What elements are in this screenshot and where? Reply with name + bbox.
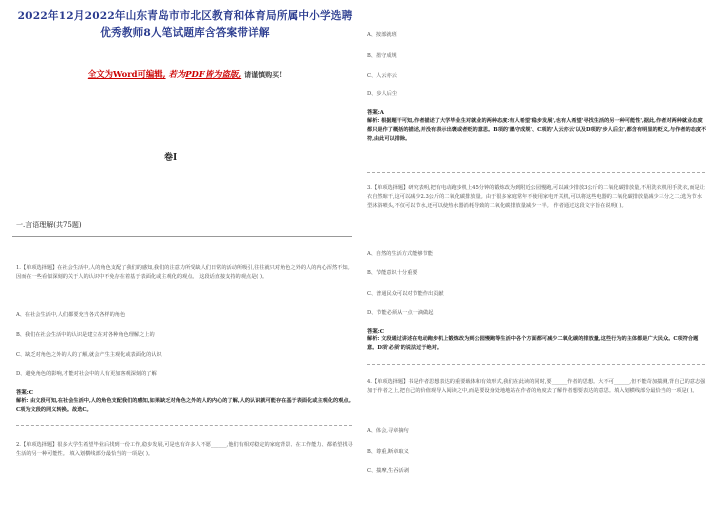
question-1-option-a: A、在社会生活中,人们都要充当各式各样的角色 [16,312,126,318]
page-title: 2022年12月2022年山东青岛市市北区教育和体育局所属中小学选聘优秀教师8人笔试题库含答案带详解 [17,10,353,39]
copyright-notice [16,68,354,80]
question-4-option-c: C、揣摩,生吞活剥 [367,468,409,474]
question-4-option-a: A、体会,寻章摘句 [367,428,409,434]
question-1-answer: 答案:C [16,390,34,396]
question-2-option-a: A、按部就班 [367,32,397,38]
question-1-option-d: D、避免角色的影响,才能对社会中的人有更加客观深刻的了解 [16,371,157,377]
question-2-stem: 2.【单项选择题】很多大学生希望毕业后找到一份工作,稳步发展,可是也有许多人不愿______,他们有相对稳定的家庭背景、在工作能力、都希望找寻生活的另一种可能性。 填入划横线部分最恰当的一项是( )。 [16,442,353,457]
question-3-explanation: 解析: 文段通过讲述在电动跑步机上锻炼改为到公园慢跑等生活中各个方面都可减少二氧化碳的排放量,这些行为的主体都是广大民众。C项符合题意。D项'必须'的说法过于绝对。 [367,336,699,351]
question-3-option-c: C、普通民众可以对节能作出贡献 [367,291,444,297]
question-separator [367,172,705,173]
volume-label: 卷I [164,153,178,163]
notice-word: 全文为Word可编辑, [87,69,166,79]
question-4-option-b: B、尊重,断章取义 [367,449,409,455]
question-2-option-c: C、人云亦云 [367,73,397,79]
question-separator [367,364,705,365]
section-divider [12,236,352,237]
question-2-option-b: B、墨守成规 [367,53,397,59]
question-1-stem: 1.【单项选择题】在社会生活中,人的角色支配了我们的感知,我们的注意力所受缺人们日常的活动所吸引,往往就只对角色之外的人的内心浑然不知。因而在一些看似深刻的关于人的认识中不免存在着基于表面化或主观化的观点。 这段话直接支持的观点是( )。 [16,265,353,280]
question-3-stem: 3.【单项选择题】研究表明,把有电动跑步机上45分钟的锻炼改为到附近公园慢跑,可以减少排放3公斤的二氧化碳排放量,不用洗衣机用手洗衣,而是让衣自然晾干,这可以减少2.3公斤的二氧化碳排放量。由于很多家庭常年不使用家电开关机,可以将这些电器的二氧化碳排放量减少三分之二;选为节水型沐浴喷头,不仅可以节水,还可以使热水器消耗导致的二氧化碳排放量减少一半。 作者通过这段文字旨在说明( )。 [367,185,705,209]
notice-pdf: PDF皆为盗版, [185,69,242,79]
question-1-explanation: 解析: 由文段可知,在社会生活中,人的角色支配我们的感知,如果缺乏对角色之外的人的内心的了解,人的认识就可能存在基于表面化或主观化的观点。C项为文段的同义转换。故选C。 [16,398,354,413]
question-1-option-c: C、缺乏对角色之外的人的了解,就会产生主观化或表面化的认识 [16,352,162,358]
question-1-option-b: B、我们在社会生活中的认识是建立在对各种角色理解之上的 [16,332,155,338]
notice-tail: 请谨慎购买! [244,70,283,79]
notice-pdf-prefix: 若为 [168,69,186,79]
question-3-option-d: D、节能必须从一点一滴做起 [367,310,434,316]
question-2-explanation: 解析: 根据题干可知,作者描述了大学毕业生对就业的两种态度:有人希望'稳步发展',也有人希望'寻找生活的另一种可能性',据此,作者对两种就业态度都只是作了概括的描述,并没有表示出褒或者贬的意思。B项的'墨守成规'、C项的'人云亦云'以及D项的'步人后尘',都含有明显的贬义,与作者的态度不符,由此可以排除。 [367,118,707,142]
question-3-answer: 答案:C [367,329,385,335]
question-3-option-a: A、自然的生活方式能够节能 [367,251,433,257]
question-2-option-d: D、步人后尘 [367,91,398,97]
question-2-answer: 答案:A [367,110,384,116]
section-heading: 一.言语理解(共75题) [16,221,82,229]
question-3-option-b: B、节能意识十分重要 [367,270,418,276]
question-4-stem: 4.【单项选择题】书是作者思想表达的重要载体和有效形式,我们在此读的同时,要______作者的思想。大不可______,但不能苛加揣测,背自己的意志强加于作者之上,把自己的价值观导入阅读之中,而是要设身处地地站在作者的角度去了解作者想要表达的意思。填入划横线部分最恰当的一项是( )。 [367,379,706,394]
question-separator [16,425,352,426]
